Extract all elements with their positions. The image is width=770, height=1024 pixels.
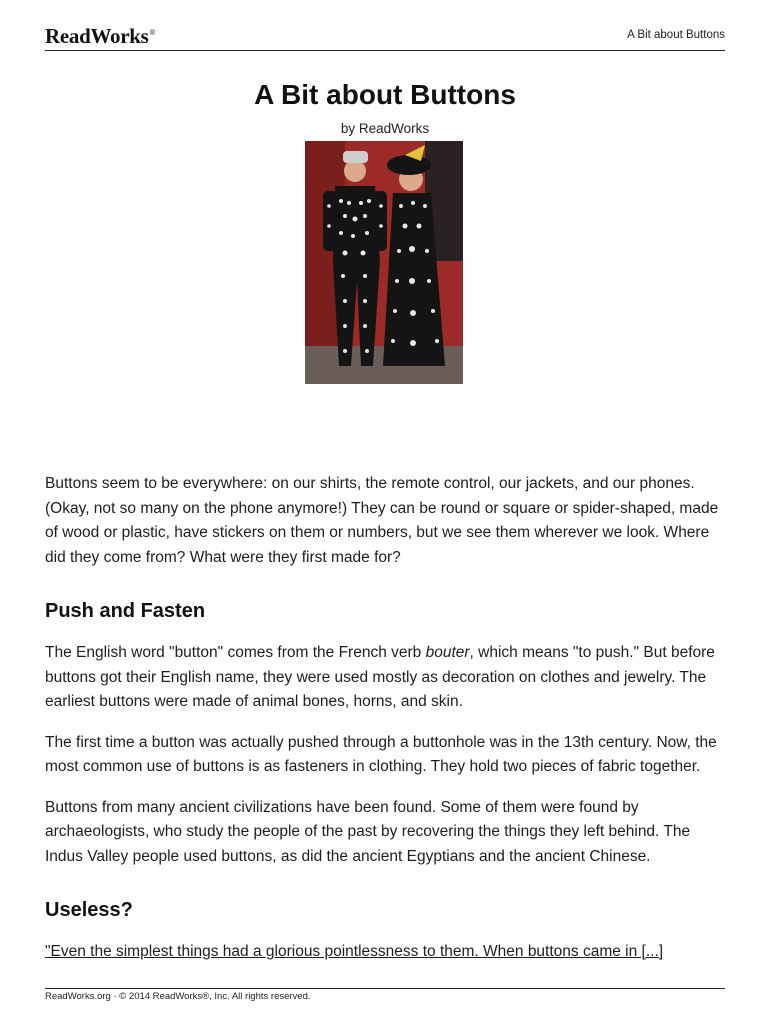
article-byline: by ReadWorks [340,121,430,136]
intro-paragraph: Buttons seem to be everywhere: on our shirts, the remote control, our jackets, and our phones. (Okay, not so many on the phone anymore!) They can be round or square or spider-shaped, made of wood or plastic, have stickers on them or numbers, but we see them wherever we look. Where did they come from? What were they first made for? [45,475,719,566]
running-title: A Bit about Buttons [627,29,725,41]
woman-hat [387,155,431,175]
italic-word-bouter: bouter [425,644,470,661]
section-heading-push-and-fasten: Push and Fasten [45,600,206,622]
paragraph-buttonhole-history: The first time a button was actually pushed through a buttonhole was in the 13th century. Now, the most common use of buttons is as fasteners in clothing. They hold two pieces of fabric together. [45,733,717,775]
word-origin-text-end: , which means "to push." But before buttons got their English name, they were used mostly as decoration on clothes and jewelry. The earliest buttons were made of animal bones, horns, and skin. [45,644,715,710]
paragraph-word-origin [45,641,730,715]
article-title: A Bit about Buttons [254,79,516,110]
man-cap [343,151,368,163]
article-body [45,472,730,965]
quote-line: "Even the simplest things had a glorious pointlessness to them. When buttons came in [...] [45,943,664,960]
word-origin-text-start: The English word "button" comes from the French verb [45,644,426,661]
readworks-logo[interactable] [45,24,155,49]
logo-text: ReadWorks [45,24,149,48]
footer-copyright: ReadWorks.org · © 2014 ReadWorks®, Inc. All rights reserved. [45,991,311,1002]
footer-divider [45,988,725,989]
man-arm-right [373,191,387,251]
paragraph-ancient-civilizations: Buttons from many ancient civilizations have been found. Some of them were found by archaeologists, who study the people of the past by recovering the things they left behind. The Indus Valley people used buttons, as did the ancient Egyptians and the ancient Chinese. [45,798,691,865]
page-header [45,24,725,51]
article-photo [305,141,463,384]
section-heading-useless: Useless? [45,899,133,921]
logo-registered-mark: ® [149,28,156,37]
man-head [344,160,366,182]
man-arm-left [323,191,337,251]
